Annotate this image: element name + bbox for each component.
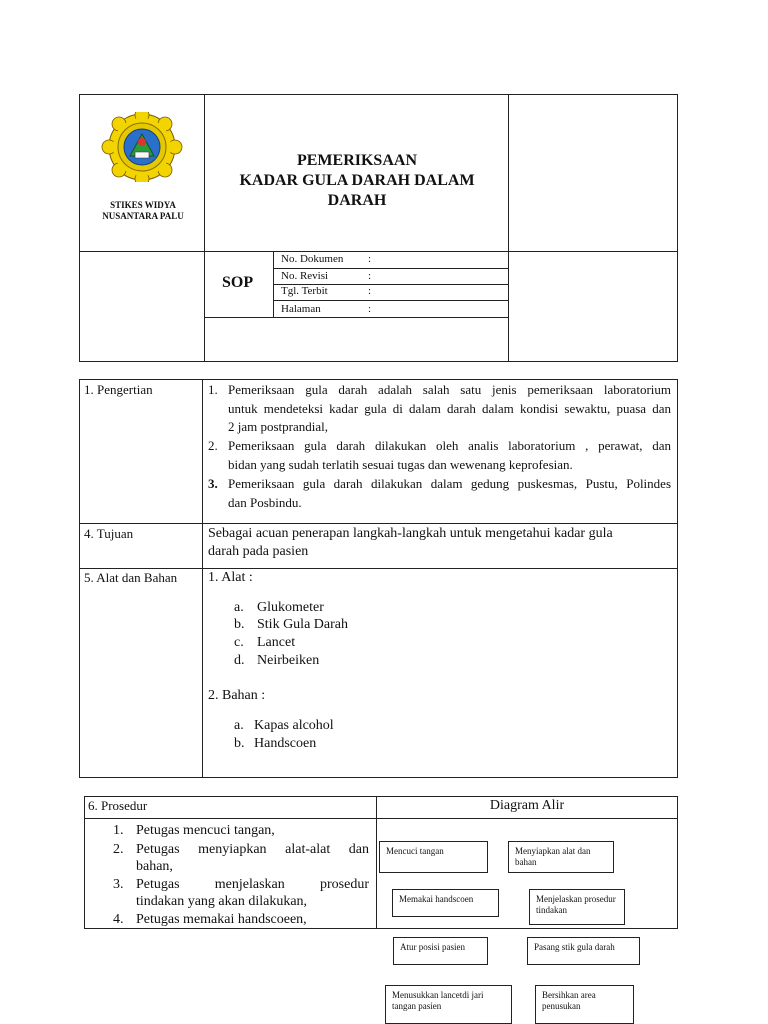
step-line: Petugas menjelaskan prosedur [136, 877, 369, 892]
paragraph-line: Pemeriksaan gula darah dilakukan dalam gedung puskesmas, Pustu, Polindes [228, 476, 671, 491]
tujuan-line: Sebagai acuan penerapan langkah-langkah untuk mengetahui kadar gula [208, 526, 613, 541]
meta-value: : [368, 270, 372, 282]
flow-box: Mencuci tangan [379, 841, 488, 873]
section-label-prosedur: 6. Prosedur [88, 798, 148, 813]
list-letter: b. [234, 736, 245, 751]
paragraph-line: Pemeriksaan gula darah adalah salah satu jenis pemeriksaan laboratorium [228, 382, 671, 397]
list-letter: d. [234, 653, 245, 668]
row-divider [79, 523, 678, 524]
column-divider [202, 379, 203, 778]
meta-value: : [368, 285, 372, 297]
flow-box: Menyiapkan alat dan bahan [508, 841, 614, 873]
meta-label-no-dokumen: No. Dokumen [281, 253, 344, 265]
step-number: 1. [113, 823, 124, 838]
paragraph-line: dan Posbindu. [228, 495, 302, 510]
row-divider [84, 818, 678, 819]
list-item: Neirbeiken [257, 653, 320, 668]
step-line: tindakan yang akan dilakukan, [136, 894, 308, 909]
list-item: Handscoen [254, 736, 317, 751]
diagram-title: Diagram Alir [489, 798, 565, 813]
sop-label: SOP [222, 274, 254, 291]
step-line: Petugas mencuci tangan, [136, 823, 275, 838]
paragraph-line: Pemeriksaan gula darah dilakukan oleh analis laboratorium , perawat, dan [228, 438, 671, 453]
row-divider [79, 568, 678, 569]
meta-label-no-revisi: No. Revisi [281, 270, 329, 282]
meta-label-halaman: Halaman [281, 303, 321, 315]
flow-box: Menjelaskan prosedur tindakan [529, 889, 625, 925]
list-item: Stik Gula Darah [257, 617, 348, 632]
header-divider [204, 94, 205, 362]
header-divider [508, 94, 509, 362]
step-line: Petugas menyiapkan alat-alat dan [136, 842, 369, 857]
bahan-title: 2. Bahan : [208, 688, 266, 703]
institution-name: STIKES WIDYA NUSANTARA PALU [102, 200, 184, 221]
paragraph-line: 2 jam postprandial, [228, 419, 329, 434]
step-number: 4. [113, 912, 124, 927]
meta-value: : [368, 303, 372, 315]
title-line: DARAH [327, 192, 387, 209]
step-line: bahan, [136, 859, 173, 874]
section-label-tujuan: 4. Tujuan [84, 526, 134, 541]
item-number: 1. [208, 382, 218, 397]
step-line: Petugas memakai handscoeen, [136, 912, 307, 927]
header-divider [79, 251, 678, 252]
column-divider [376, 796, 377, 929]
paragraph-line: untuk mendeteksi kadar gula di dalam darah dalam kondisi sewaktu, puasa dan [228, 401, 671, 416]
institution-logo [97, 112, 187, 182]
list-item: Lancet [257, 635, 296, 650]
flow-box: Menusukkan lancetdi jari tangan pasien [385, 985, 512, 1024]
meta-divider [273, 268, 509, 269]
list-item: Kapas alcohol [254, 718, 334, 733]
item-number: 2. [208, 438, 218, 453]
title-line: KADAR GULA DARAH DALAM [239, 172, 475, 189]
tujuan-line: darah pada pasien [208, 544, 309, 559]
paragraph-line: bidan yang sudah terlatih sesuai tugas dan wewenang keprofesian. [228, 457, 573, 472]
meta-value: : [368, 253, 372, 265]
flow-box: Pasang stik gula darah [527, 937, 640, 965]
flow-box: Atur posisi pasien [393, 937, 488, 965]
step-number: 3. [113, 877, 124, 892]
meta-divider [273, 300, 509, 301]
section-label-alat-bahan: 5. Alat dan Bahan [84, 570, 178, 585]
list-letter: b. [234, 617, 245, 632]
list-letter: a. [234, 600, 244, 615]
document-title [205, 151, 509, 211]
meta-label-tgl-terbit: Tgl. Terbit [281, 285, 328, 297]
title-line: PEMERIKSAAN [296, 152, 417, 169]
step-number: 2. [113, 842, 124, 857]
alat-title: 1. Alat : [208, 570, 253, 585]
list-letter: a. [234, 718, 244, 733]
list-item: Glukometer [257, 600, 324, 615]
flow-box: Bersihkan area penusukan [535, 985, 634, 1024]
list-letter: c. [234, 635, 244, 650]
item-number: 3. [208, 476, 218, 491]
flow-box: Memakai handscoen [392, 889, 499, 917]
meta-divider [204, 317, 509, 318]
section-label-pengertian: 1. Pengertian [84, 382, 153, 397]
